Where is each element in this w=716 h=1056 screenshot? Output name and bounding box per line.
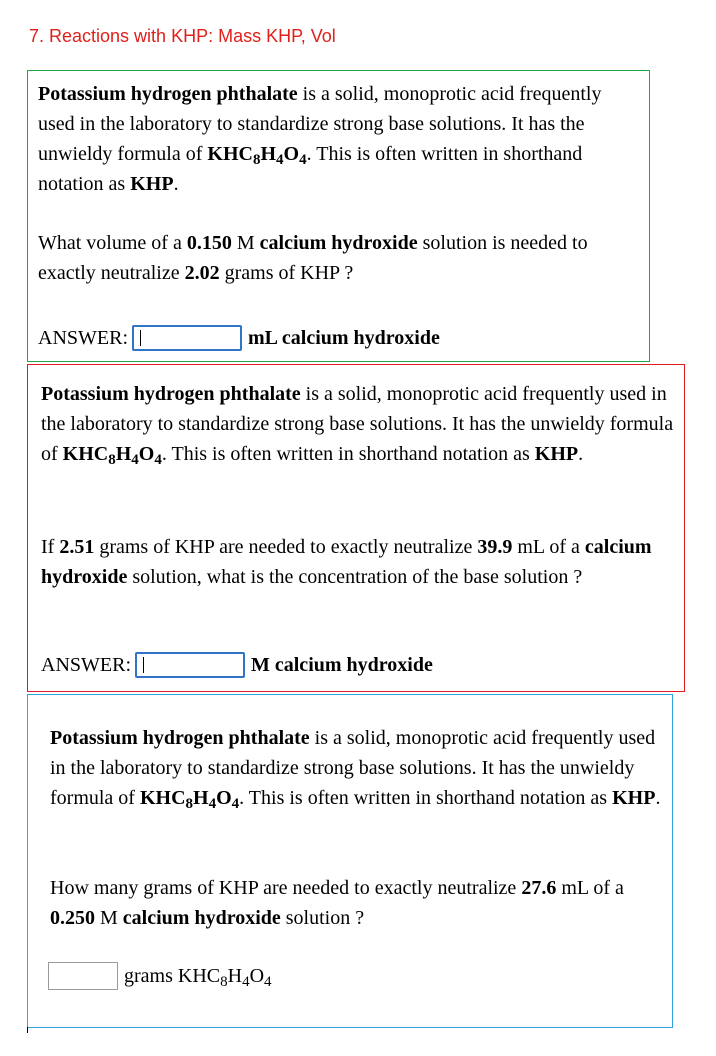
- intro-paragraph: Potassium hydrogen phthalate is a solid, monoprotic acid frequently used in the laboratory to standardize strong base solutions. It has the unwieldy formula of $KHC_8H_4O_4$. This is often written in shorthand notation as KHP.: [38, 83, 602, 195]
- question-text: What volume of a 0.150 M calcium hydroxide solution is needed to exactly neutralize 2.02 grams of KHP ?: [38, 232, 588, 284]
- question-box-2: [27, 364, 685, 692]
- answer-label: ANSWER:: [41, 654, 131, 676]
- question-text: How many grams of KHP are needed to exactly neutralize 27.6 mL of a 0.250 M calcium hydroxide solution ?: [50, 877, 624, 929]
- answer-unit: grams $KHC_8H_4O_4$: [124, 965, 272, 990]
- answer-row: [48, 961, 272, 991]
- answer-row: [38, 323, 440, 353]
- answer-unit: M calcium hydroxide: [251, 654, 433, 676]
- answer-unit: mL calcium hydroxide: [248, 327, 440, 349]
- answer-input[interactable]: [132, 325, 242, 351]
- answer-input[interactable]: [48, 962, 118, 990]
- answer-label: ANSWER:: [38, 327, 128, 349]
- question-box-3: [27, 694, 673, 1028]
- question-text: If 2.51 grams of KHP are needed to exactly neutralize 39.9 mL of a calcium hydroxide solution, what is the concentration of the base solution ?: [41, 536, 652, 588]
- page-title: 7. Reactions with KHP: Mass KHP, Vol: [29, 26, 336, 46]
- divider: [27, 1027, 28, 1033]
- intro-paragraph: Potassium hydrogen phthalate is a solid, monoprotic acid frequently used in the laboratory to standardize strong base solutions. It has the unwieldy formula of $KHC_8H_4O_4$. This is often written in shorthand notation as KHP.: [41, 383, 674, 468]
- intro-paragraph: Potassium hydrogen phthalate is a solid, monoprotic acid frequently used in the laboratory to standardize strong base solutions. It has the unwieldy formula of $KHC_8H_4O_4$. This is often written in shorthand notation as KHP.: [50, 727, 661, 812]
- question-box-1: [27, 70, 650, 362]
- answer-input[interactable]: [135, 652, 245, 678]
- answer-row: [41, 650, 433, 680]
